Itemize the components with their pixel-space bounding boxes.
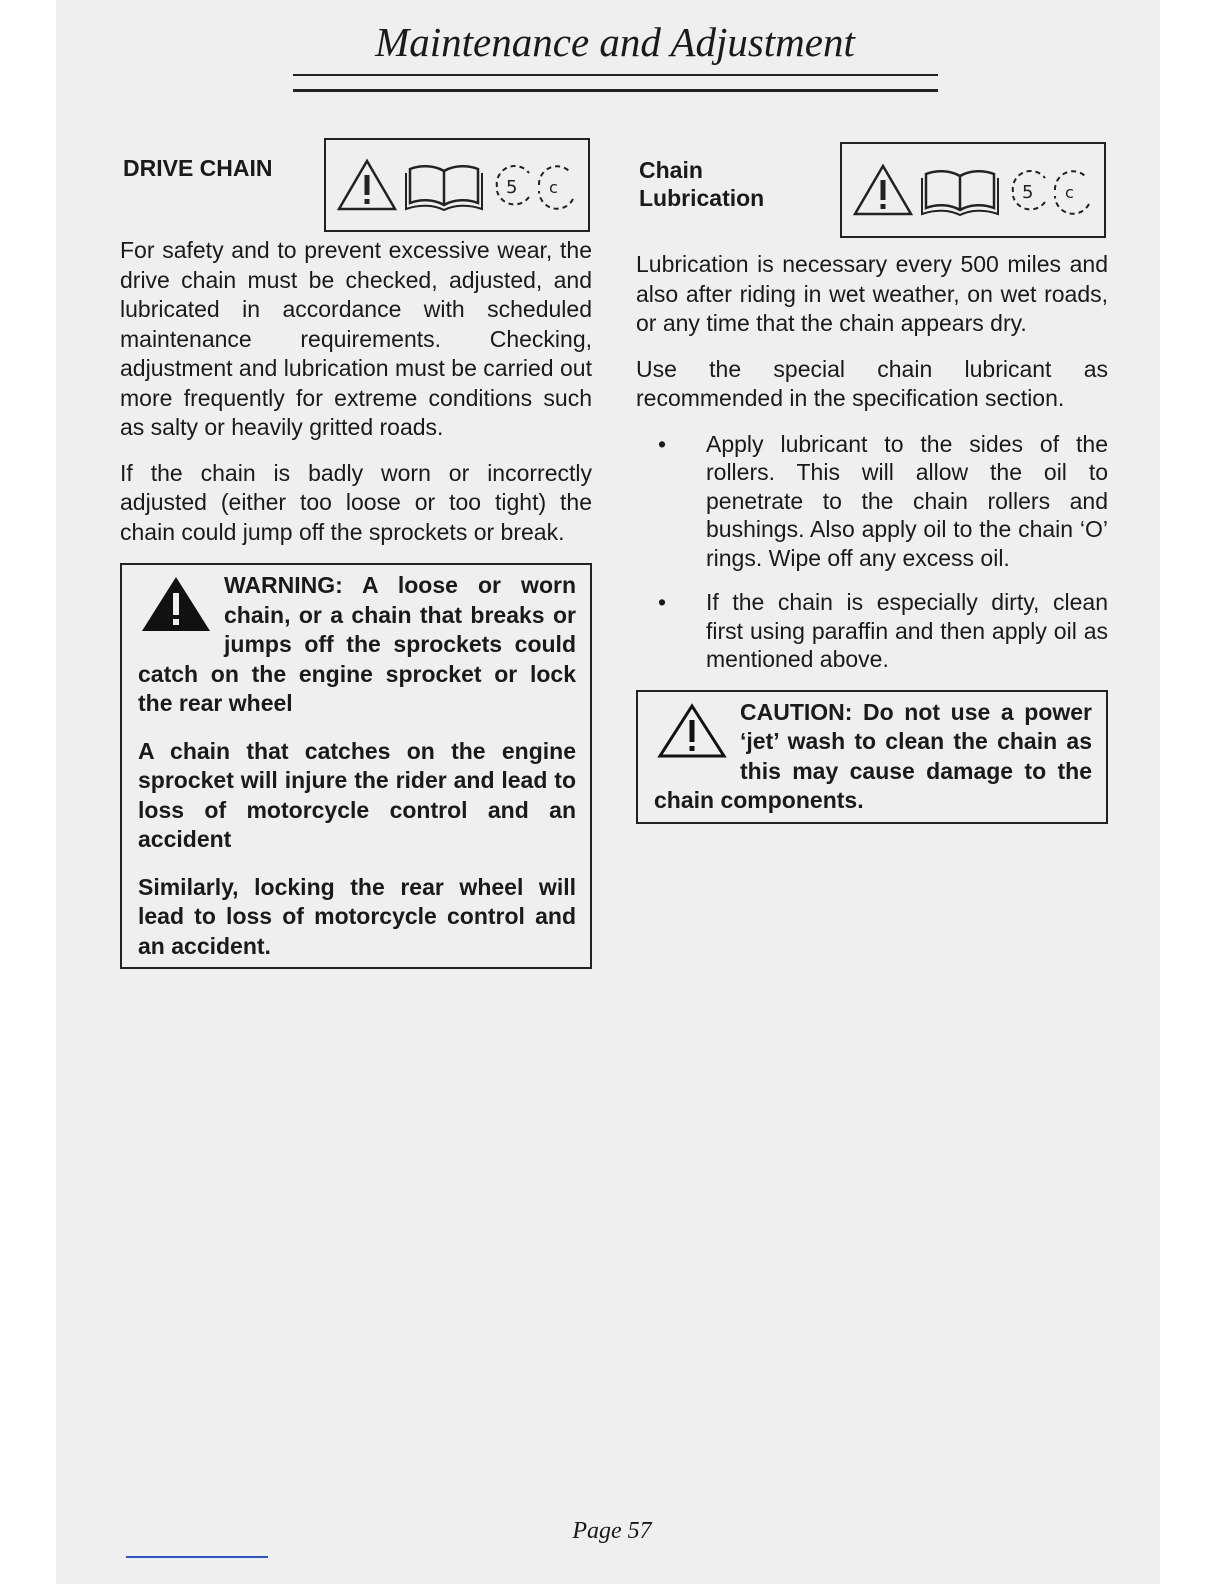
manual-book-icon [918, 162, 1002, 218]
drive-chain-paragraph-1: For safety and to prevent excessive wear, the drive chain must be checked, adjusted, and lubricated in accordance with scheduled maintenance requirements. Checking, adjustment and lubrication must be carried out more frequently for extreme conditions such as salty or heavily gritted roads. [120, 237, 592, 440]
warning-filled-icon [138, 575, 214, 633]
manual-book-icon [402, 157, 486, 213]
list-item: • If the chain is especially dirty, clean first using paraffin and then apply oil as mentioned above. [658, 589, 1108, 672]
service-schedule-icon [489, 157, 579, 213]
title-rule-bottom [293, 89, 938, 92]
warning-triangle-icon [851, 162, 915, 218]
svg-text:5: 5 [1021, 182, 1034, 203]
page-title: Maintenance and Adjustment [375, 19, 855, 65]
chain-lubrication-section [636, 136, 1108, 824]
bullet-icon: • [658, 430, 667, 457]
chain-lubrication-icon-box [840, 142, 1106, 238]
lubrication-paragraph-2: Use the special chain lubricant as recommended in the specification section. [636, 355, 1108, 411]
drive-chain-paragraph-2: If the chain is badly worn or incorrectly adjusted (either too loose or too tight) the chain could jump off the sprockets or break. [120, 459, 592, 545]
caution-box [636, 690, 1108, 824]
chain-lubrication-heading-line-2: Lubrication [639, 185, 765, 211]
service-schedule-icon [1005, 162, 1095, 218]
svg-text:c: c [1064, 183, 1074, 202]
lubrication-paragraph-1: Lubrication is necessary every 500 miles and also after riding in wet weather, on wet roads, or any time that the chain appears dry. [636, 251, 1108, 336]
chain-lubrication-heading-line-1: Chain [639, 157, 703, 183]
caution-triangle-icon [654, 702, 730, 760]
caution-paragraph: CAUTION: Do not use a power ‘jet’ wash to clean the chain as this may cause damage to the chain components. [654, 698, 1092, 813]
drive-chain-header [120, 136, 592, 236]
link-underline [126, 1556, 268, 1558]
lubrication-bullet-list [636, 430, 1108, 674]
svg-text:5: 5 [505, 177, 518, 198]
bullet-icon: • [658, 589, 667, 615]
title-rule-top [293, 74, 938, 76]
chain-lubrication-header [636, 136, 1108, 250]
drive-chain-section [120, 136, 592, 969]
chain-lubrication-heading [639, 156, 764, 212]
warning-paragraph-2: A chain that catches on the engine sprocket will injure the rider and lead to loss of motorcycle control and an accident [138, 737, 576, 852]
warning-paragraph-1: WARNING: A loose or worn chain, or a chain that breaks or jumps off the sprockets could catch on the engine sprocket or lock the rear wheel [138, 572, 576, 716]
svg-text:c: c [548, 178, 558, 197]
drive-chain-heading: DRIVE CHAIN [123, 155, 273, 181]
warning-box [120, 563, 592, 969]
warning-paragraph-3: Similarly, locking the rear wheel will lead to loss of motorcycle control and an accident. [138, 873, 576, 959]
warning-triangle-icon [335, 157, 399, 213]
list-item: • Apply lubricant to the sides of the rollers. This will allow the oil to penetrate to the chain rollers and bushings. Also apply oil to the chain ‘O’ rings. Wipe off any excess oil. [658, 430, 1108, 571]
drive-chain-icon-box [324, 138, 590, 232]
page-number: Page 57 [572, 1518, 652, 1544]
